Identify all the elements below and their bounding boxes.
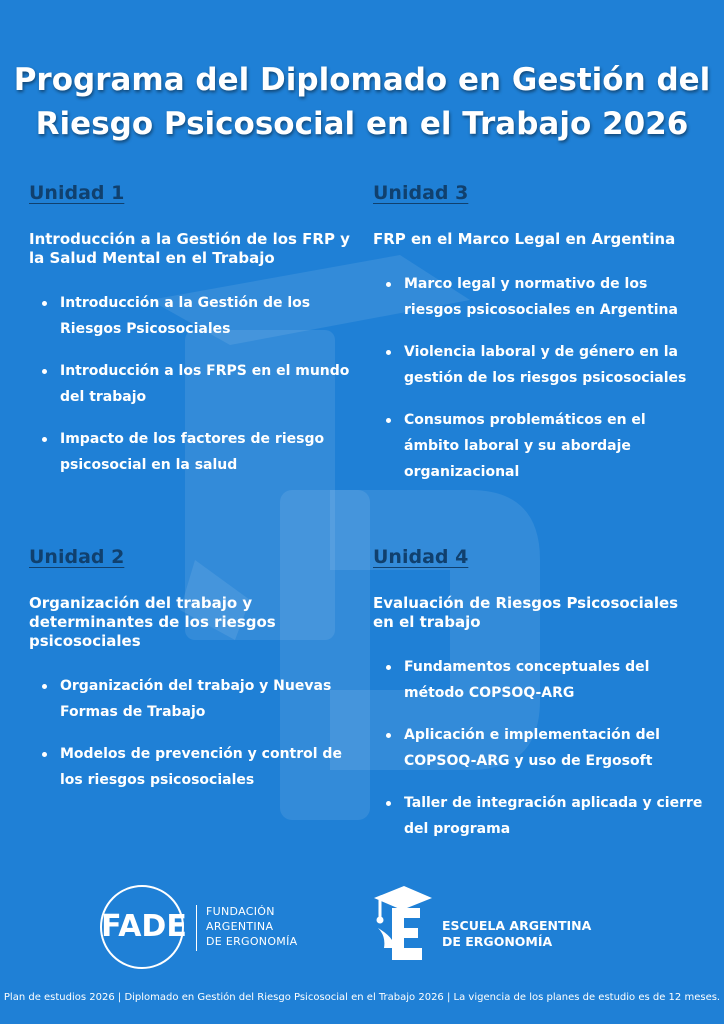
fade-logo-word: FADE bbox=[101, 909, 187, 944]
bullet-icon bbox=[386, 350, 391, 355]
unit-3-topic-2: Violencia laboral y de género en la gestión de los riesgos psicosociales bbox=[373, 339, 703, 391]
unit-1-topic-2: Introducción a los FRPS en el mundo del trabajo bbox=[29, 358, 359, 410]
unit-4-topic-3: Taller de integración aplicada y cierre del programa bbox=[373, 790, 703, 842]
bullet-icon bbox=[386, 801, 391, 806]
escuela-logo-text: ESCUELA ARGENTINA DE ERGONOMÍA bbox=[442, 918, 592, 949]
bullet-icon bbox=[42, 752, 47, 757]
bullet-icon bbox=[42, 369, 47, 374]
unit-4-heading: Unidad 4 bbox=[373, 546, 469, 568]
unit-1-heading: Unidad 1 bbox=[29, 182, 125, 204]
unit-2-topics bbox=[29, 673, 359, 793]
unit-3-subtitle: FRP en el Marco Legal en Argentina bbox=[373, 230, 676, 248]
bullet-icon bbox=[42, 684, 47, 689]
unit-1 bbox=[29, 180, 359, 494]
page-title bbox=[0, 58, 724, 146]
unit-1-topic-3: Impacto de los factores de riesgo psicosocial en la salud bbox=[29, 426, 359, 478]
graduation-cap-e-icon bbox=[370, 884, 436, 968]
unit-4-topic-1: Fundamentos conceptuales del método COPSOQ-ARG bbox=[373, 654, 703, 706]
unit-1-topics bbox=[29, 290, 359, 478]
unit-4 bbox=[373, 544, 703, 858]
bullet-icon bbox=[386, 282, 391, 287]
bullet-icon bbox=[42, 437, 47, 442]
title-line-1: Programa del Diplomado en Gestión del bbox=[13, 62, 711, 98]
unit-3 bbox=[373, 180, 703, 501]
bullet-icon bbox=[386, 418, 391, 423]
unit-3-topics bbox=[373, 271, 703, 485]
unit-2-topic-2: Modelos de prevención y control de los riesgos psicosociales bbox=[29, 741, 359, 793]
unit-2 bbox=[29, 544, 359, 809]
unit-4-topic-2: Aplicación e implementación del COPSOQ-ARG y uso de Ergosoft bbox=[373, 722, 703, 774]
unit-3-topic-3: Consumos problemáticos en el ámbito laboral y su abordaje organizacional bbox=[373, 407, 703, 485]
fade-logo-text: FUNDACIÓN ARGENTINA DE ERGONOMÍA bbox=[206, 905, 298, 948]
unit-1-topic-1: Introducción a la Gestión de los Riesgos Psicosociales bbox=[29, 290, 359, 342]
unit-3-topic-1: Marco legal y normativo de los riesgos psicosociales en Argentina bbox=[373, 271, 703, 323]
unit-3-heading: Unidad 3 bbox=[373, 182, 469, 204]
escuela-logo bbox=[370, 884, 610, 968]
unit-1-subtitle: Introducción a la Gestión de los FRP y la Salud Mental en el Trabajo bbox=[29, 230, 350, 267]
unit-2-heading: Unidad 2 bbox=[29, 546, 125, 568]
bullet-icon bbox=[386, 665, 391, 670]
fade-logo bbox=[100, 885, 320, 969]
title-line-2: Riesgo Psicosocial en el Trabajo 2026 bbox=[35, 106, 689, 142]
unit-4-subtitle: Evaluación de Riesgos Psicosociales en el trabajo bbox=[373, 594, 679, 631]
unit-2-subtitle: Organización del trabajo y determinantes de los riesgos psicosociales bbox=[29, 594, 276, 650]
unit-2-topic-1: Organización del trabajo y Nuevas Formas de Trabajo bbox=[29, 673, 359, 725]
footer-note: Plan de estudios 2026 | Diplomado en Gestión del Riesgo Psicosocial en el Trabajo 2026 | La vigencia de los planes de estudio es de 12 meses. bbox=[3, 992, 721, 1003]
unit-4-topics bbox=[373, 654, 703, 842]
bullet-icon bbox=[386, 733, 391, 738]
bullet-icon bbox=[42, 301, 47, 306]
logo-divider bbox=[196, 905, 197, 951]
